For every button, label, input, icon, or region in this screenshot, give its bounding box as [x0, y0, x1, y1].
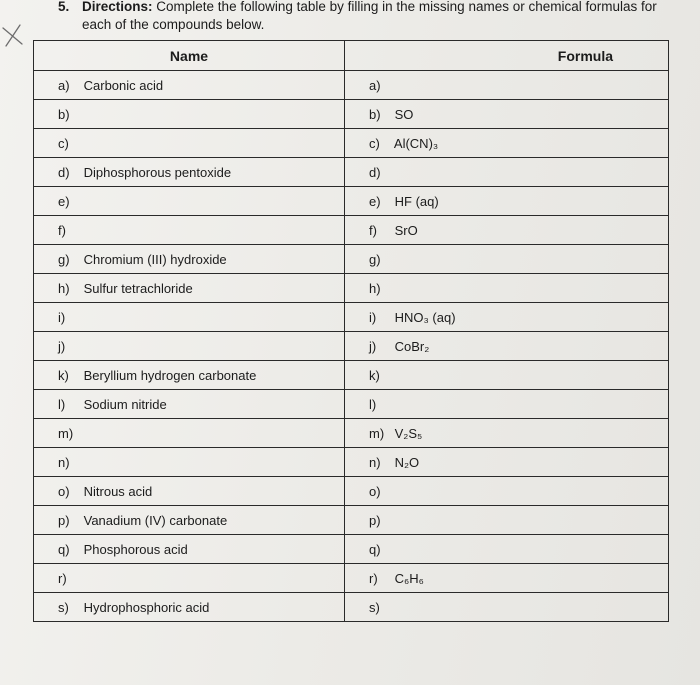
name-cell[interactable] — [34, 361, 345, 390]
name-item-label: i) — [58, 309, 66, 325]
formula-cell[interactable] — [345, 216, 669, 245]
formula-cell[interactable] — [345, 332, 669, 361]
table-row — [34, 535, 669, 564]
compound-name: Nitrous acid — [83, 483, 153, 499]
formula-cell[interactable] — [345, 448, 669, 477]
handwritten-x-mark — [0, 22, 26, 48]
chemical-formula: Al(CN)₃ — [393, 135, 439, 151]
formula-cell[interactable] — [345, 564, 669, 593]
table-row — [34, 477, 669, 506]
table-row — [34, 332, 669, 361]
table-row — [34, 506, 669, 535]
directions — [82, 0, 672, 34]
compound-name: Chromium (III) hydroxide — [83, 251, 227, 267]
formula-item-label: o) — [369, 483, 381, 499]
name-item-label: d) — [58, 164, 70, 180]
name-cell[interactable] — [34, 187, 345, 216]
chemical-formula: CoBr₂ — [394, 338, 430, 354]
name-item-label: j) — [58, 338, 66, 354]
table-row — [34, 390, 669, 419]
table-row — [34, 158, 669, 187]
name-cell[interactable] — [34, 71, 345, 100]
compound-name: Sodium nitride — [83, 396, 167, 412]
formula-item-label: h) — [369, 280, 381, 296]
formula-cell[interactable] — [345, 390, 669, 419]
name-cell[interactable] — [34, 303, 345, 332]
formula-item-label: i) — [369, 309, 377, 325]
formula-cell[interactable] — [345, 274, 669, 303]
name-cell[interactable] — [34, 129, 345, 158]
directions-label: Directions: — [82, 0, 153, 14]
name-item-label: m) — [58, 425, 74, 441]
formula-item-label: j) — [369, 338, 377, 354]
name-item-label: h) — [58, 280, 70, 296]
name-item-label: o) — [58, 483, 70, 499]
name-item-label: a) — [58, 77, 70, 93]
formula-cell[interactable] — [345, 129, 669, 158]
formula-cell[interactable] — [345, 477, 669, 506]
name-cell[interactable] — [34, 477, 345, 506]
question-number: 5. — [58, 0, 70, 14]
table-row — [34, 593, 669, 622]
chemical-formula: HNO₃ (aq) — [394, 309, 456, 325]
chemical-formula: N₂O — [394, 454, 420, 470]
formula-item-label: d) — [369, 164, 381, 180]
formula-item-label: k) — [369, 367, 380, 383]
name-cell[interactable] — [34, 419, 345, 448]
chemical-formula: SrO — [394, 222, 418, 238]
chemical-formula: C₆H₆ — [394, 570, 424, 586]
formula-cell[interactable] — [345, 303, 669, 332]
formula-cell[interactable] — [345, 535, 669, 564]
name-cell[interactable] — [34, 332, 345, 361]
name-cell[interactable] — [34, 535, 345, 564]
formula-item-label: n) — [369, 454, 381, 470]
name-item-label: c) — [58, 135, 69, 151]
table-row — [34, 129, 669, 158]
table-row — [34, 245, 669, 274]
table-row — [34, 361, 669, 390]
formula-column-header: Formula — [345, 41, 669, 71]
name-cell[interactable] — [34, 564, 345, 593]
formula-cell[interactable] — [345, 71, 669, 100]
compound-name: Vanadium (IV) carbonate — [83, 512, 228, 528]
formula-item-label: e) — [369, 193, 381, 209]
name-item-label: e) — [58, 193, 70, 209]
table-row — [34, 274, 669, 303]
name-item-label: n) — [58, 454, 70, 470]
name-cell[interactable] — [34, 593, 345, 622]
name-cell[interactable] — [34, 506, 345, 535]
name-item-label: f) — [58, 222, 66, 238]
formula-item-label: f) — [369, 222, 377, 238]
formula-cell[interactable] — [345, 593, 669, 622]
table-row — [34, 303, 669, 332]
formula-item-label: q) — [369, 541, 381, 557]
chemical-formula: V₂S₅ — [394, 425, 423, 441]
name-cell[interactable] — [34, 158, 345, 187]
table-row — [34, 216, 669, 245]
formula-item-label: m) — [369, 425, 385, 441]
formula-item-label: b) — [369, 106, 381, 122]
name-cell[interactable] — [34, 274, 345, 303]
table-row — [34, 100, 669, 129]
formula-item-label: l) — [369, 396, 377, 412]
formula-cell[interactable] — [345, 419, 669, 448]
compound-name: Hydrophosphoric acid — [83, 599, 210, 615]
name-item-label: s) — [58, 599, 69, 615]
formula-cell[interactable] — [345, 187, 669, 216]
name-item-label: r) — [58, 570, 67, 586]
formula-item-label: r) — [369, 570, 378, 586]
formula-cell[interactable] — [345, 506, 669, 535]
formula-item-label: g) — [369, 251, 381, 267]
compound-name: Carbonic acid — [83, 77, 164, 93]
name-item-label: k) — [58, 367, 69, 383]
name-cell[interactable] — [34, 245, 345, 274]
formula-item-label: a) — [369, 77, 381, 93]
table-row — [34, 448, 669, 477]
table-row — [34, 419, 669, 448]
name-item-label: g) — [58, 251, 70, 267]
compound-name: Phosphorous acid — [83, 541, 188, 557]
formula-item-label: p) — [369, 512, 381, 528]
directions-text: Complete the following table by filling in the missing names or chemical formulas for each of the compounds below. — [82, 0, 657, 32]
formula-cell[interactable] — [345, 361, 669, 390]
chemical-formula: SO — [394, 106, 414, 122]
table-row — [34, 564, 669, 593]
name-item-label: q) — [58, 541, 70, 557]
formula-cell[interactable] — [345, 100, 669, 129]
table-header-row — [34, 41, 669, 71]
formula-cell[interactable] — [345, 158, 669, 187]
name-column-header: Name — [34, 41, 345, 71]
name-item-label: p) — [58, 512, 70, 528]
name-cell[interactable] — [34, 100, 345, 129]
name-item-label: b) — [58, 106, 70, 122]
chemical-formula: HF (aq) — [394, 193, 439, 209]
name-cell[interactable] — [34, 390, 345, 419]
formula-item-label: s) — [369, 599, 380, 615]
table-row — [34, 187, 669, 216]
name-cell[interactable] — [34, 448, 345, 477]
formula-item-label: c) — [369, 135, 380, 151]
compounds-table — [33, 40, 669, 622]
compound-name: Diphosphorous pentoxide — [83, 164, 232, 180]
name-item-label: l) — [58, 396, 66, 412]
compound-name: Beryllium hydrogen carbonate — [83, 367, 257, 383]
name-cell[interactable] — [34, 216, 345, 245]
compound-name: Sulfur tetrachloride — [83, 280, 193, 296]
table-body — [34, 71, 669, 622]
table-row — [34, 71, 669, 100]
formula-cell[interactable] — [345, 245, 669, 274]
